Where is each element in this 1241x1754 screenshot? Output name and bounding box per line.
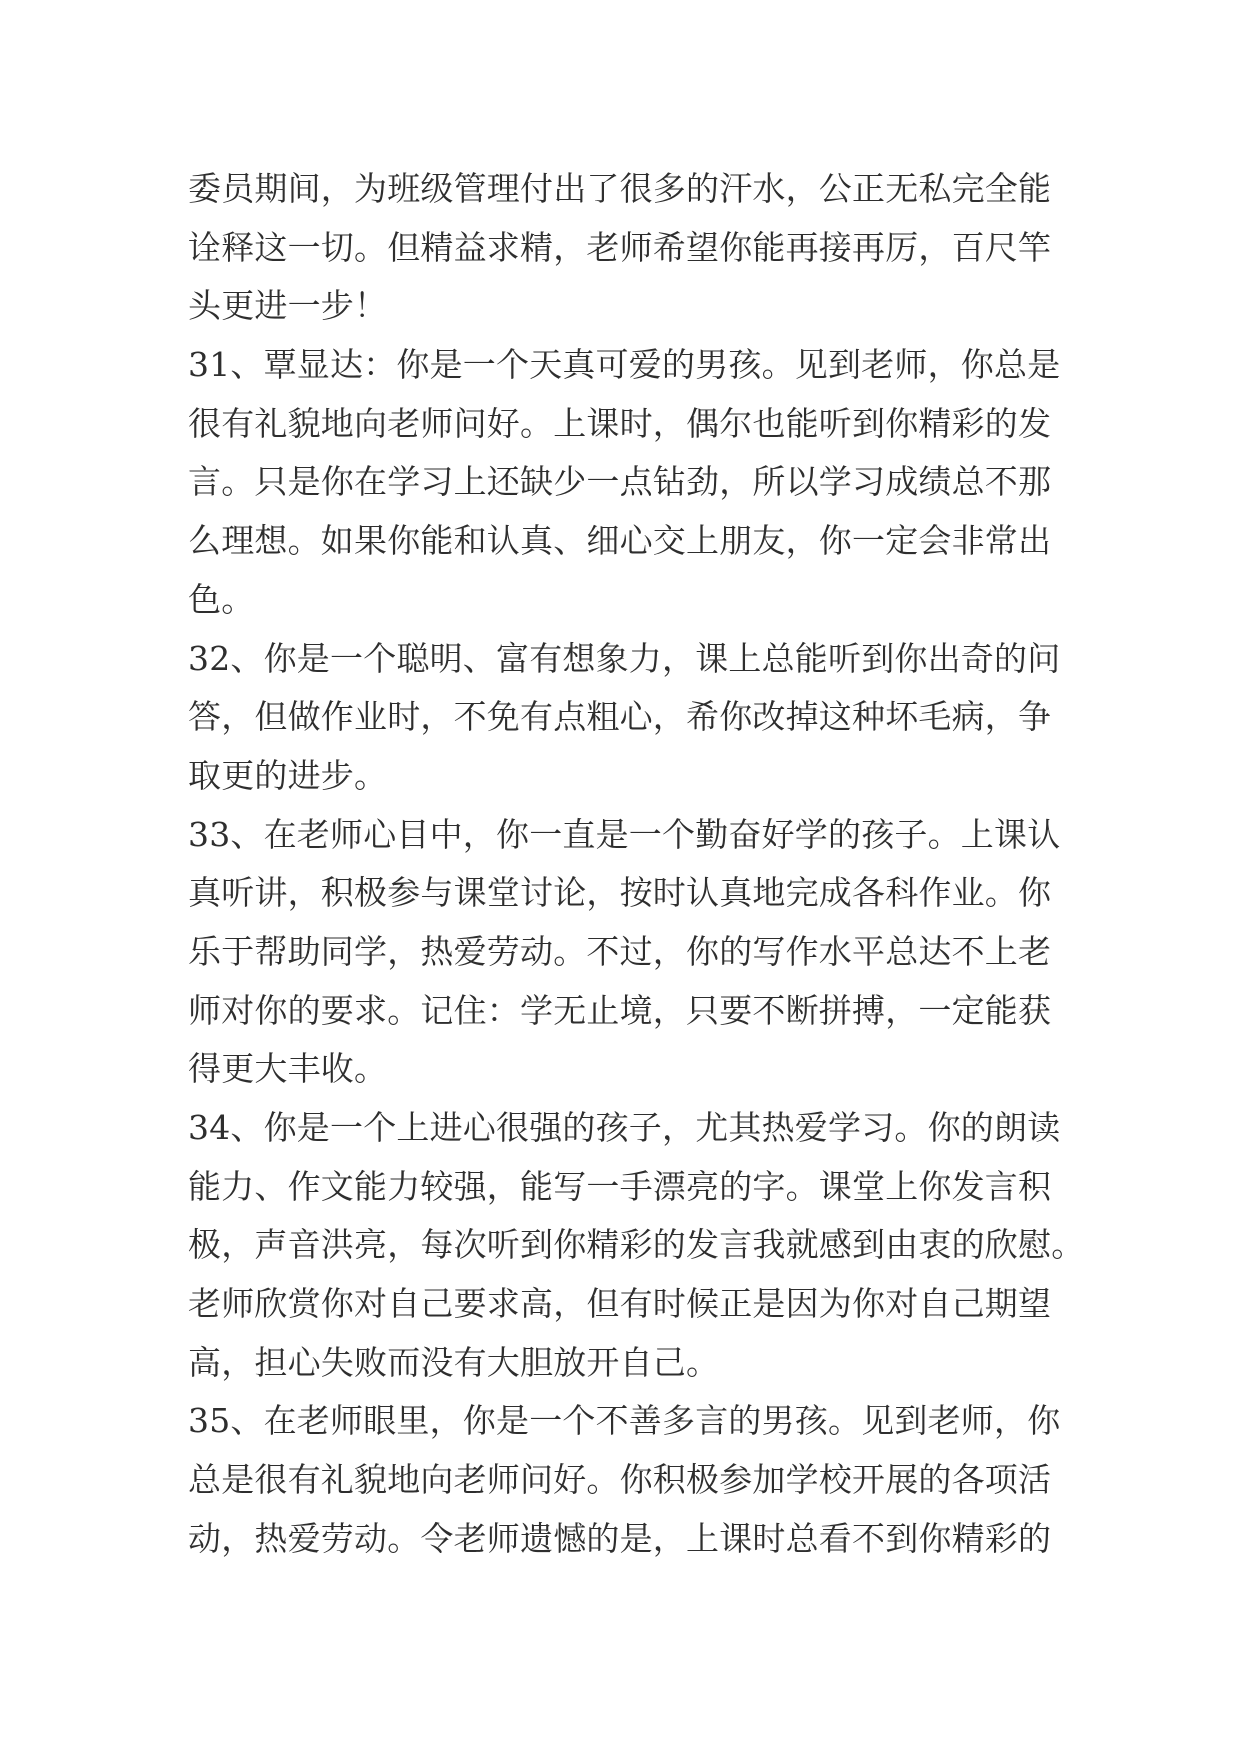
text-line: 委员期间，为班级管理付出了很多的汗水，公正无私完全能 bbox=[188, 169, 1052, 208]
text-line: 高，担心失败而没有大胆放开自己。 bbox=[188, 1342, 720, 1382]
text-line: 32、你是一个聪明、富有想象力，课上总能听到你出奇的问 bbox=[188, 638, 1061, 678]
text-line: 31、覃显达：你是一个天真可爱的男孩。见到老师，你总是 bbox=[188, 345, 1061, 385]
text-line: 色。 bbox=[188, 579, 255, 619]
text-line: 么理想。如果你能和认真、细心交上朋友，你一定会非常出 bbox=[188, 521, 1052, 561]
text-line: 极，声音洪亮，每次听到你精彩的发言我就感到由衷的欣慰。 bbox=[188, 1225, 1085, 1265]
text-line: 真听讲，积极参与课堂讨论，按时认真地完成各科作业。你 bbox=[188, 873, 1052, 913]
text-line: 35、在老师眼里，你是一个不善多言的男孩。见到老师，你 bbox=[188, 1401, 1061, 1441]
text-line: 很有礼貌地向老师问好。上课时，偶尔也能听到你精彩的发 bbox=[188, 403, 1052, 443]
text-line: 言。只是你在学习上还缺少一点钻劲，所以学习成绩总不那 bbox=[188, 462, 1052, 502]
text-line: 能力、作文能力较强，能写一手漂亮的字。课堂上你发言积 bbox=[188, 1166, 1052, 1206]
text-line: 取更的进步。 bbox=[188, 755, 388, 795]
text-line: 33、在老师心目中，你一直是一个勤奋好学的孩子。上课认 bbox=[188, 814, 1061, 854]
text-line: 师对你的要求。记住：学无止境，只要不断拼搏，一定能获 bbox=[188, 990, 1052, 1030]
text-line: 老师欣赏你对自己要求高，但有时候正是因为你对自己期望 bbox=[188, 1284, 1052, 1324]
text-line: 答，但做作业时，不免有点粗心，希你改掉这种坏毛病，争 bbox=[188, 697, 1052, 737]
text-line: 诠释这一切。但精益求精，老师希望你能再接再厉，百尺竿 bbox=[188, 227, 1052, 267]
text-line: 动，热爱劳动。令老师遗憾的是，上课时总看不到你精彩的 bbox=[188, 1518, 1052, 1558]
text-line: 34、你是一个上进心很强的孩子，尤其热爱学习。你的朗读 bbox=[188, 1108, 1061, 1147]
text-line: 头更进一步！ bbox=[188, 286, 388, 326]
document-body bbox=[188, 160, 1085, 1569]
text-line: 得更大丰收。 bbox=[188, 1049, 388, 1089]
text-line: 总是很有礼貌地向老师问好。你积极参加学校开展的各项活 bbox=[188, 1460, 1052, 1500]
text-line: 乐于帮助同学，热爱劳动。不过，你的写作水平总达不上老 bbox=[188, 931, 1052, 971]
